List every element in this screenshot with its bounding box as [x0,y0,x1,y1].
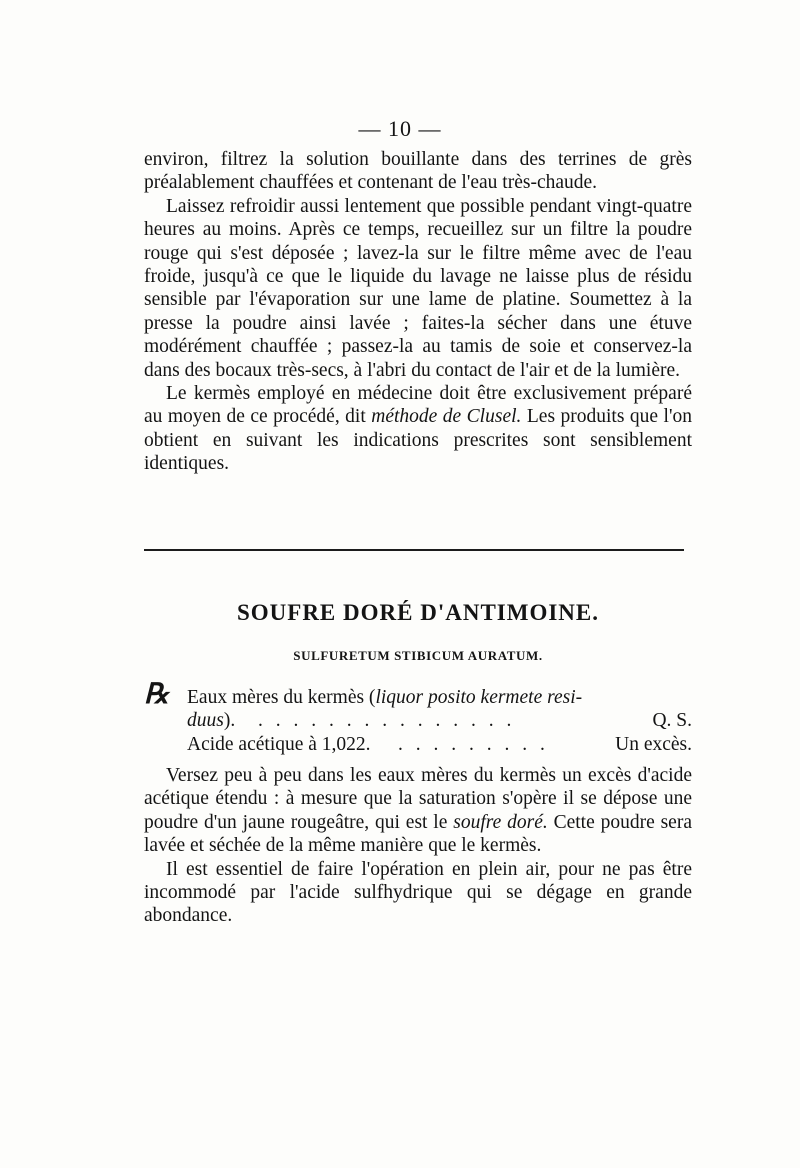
ingredient-1-name-cont [187,709,235,732]
ingredient-2-quantity: Un excès. [615,733,692,755]
recipe-symbol: ℞ [144,679,170,710]
clusel-text-after: Les produits que l'on obtient en suivant les indications prescrites sont sensiblement identiques. [144,406,692,475]
acid-text-after: Cette poudre sera lavée et séchée de la même manière que le kermès. [144,811,692,857]
clusel-text-before: Le kermès employé en médecine doit être exclusivement préparé au moyen de ce procédé, dit [144,383,692,428]
ingredient-1-close: ). [223,710,236,732]
recipe-block [144,679,692,756]
bottom-text-block [144,764,692,928]
ingredient-2-leader-dots: . . . . . . . . . [398,733,549,755]
acid-text-before: Versez peu à peu dans les eaux mères du kermès un excès d'acide acétique étendu : à mesure que la saturation s'opère il se dépose une poudre d'un jaune rougeâtre, qui est le [144,765,692,833]
ingredient-1-leader-dots: . . . . . . . . . . . . . . . [258,710,516,732]
paragraph-clusel-method [144,382,692,476]
ingredient-1-latin-a: liquor posito kermete resi- [375,687,583,708]
ingredient-1-quantity: Q. S. [652,710,692,732]
section-title: SOUFRE DORÉ D'ANTIMOINE. [236,600,599,625]
paragraph-cooling-procedure: Laissez refroidir aussi lentement que possible pendant vingt-quatre heures au moins. Après ce temps, recueillez sur un filtre la poudre rouge qui s'est déposée ; lavez-la sur le filtre même avec de l'eau froide, jusqu'à ce que le liquide du lavage ne laisse plus de résidu sensible par l'évaporation sur une lame de platine. Soumettez à la presse la poudre ainsi lavée ; faites-la sécher dans une étuve modérément chauffée ; passez-la au tamis de soie et conservez-la dans des bocaux très-secs, à l'abri du contact de l'air et de la lumière. [144,195,692,381]
ingredient-1-latin-b: duus [187,710,224,732]
recipe-row-1a [144,679,692,710]
clusel-method-name: méthode de Clusel. [371,406,522,428]
ingredient-2-name: Acide acétique à 1,022. [187,733,371,755]
recipe-row-1b [144,709,692,732]
paragraph-continuation: environ, filtrez la solution bouillante dans des terrines de grès préalablement chauffées et contenant de l'eau très-chaude. [144,149,692,194]
top-text-block [144,148,692,476]
ingredient-1-text: Eaux mères du kermès ( [187,687,376,708]
ingredient-1-name [187,686,582,709]
section-subtitle: SULFURETUM STIBICUM AURATUM. [293,648,543,663]
paragraph-acid-procedure [144,764,692,858]
soufre-dore-term: soufre doré. [453,811,548,833]
paragraph-open-air-warning: Il est essentiel de faire l'opération en plein air, pour ne pas être incommodé par l'acide sulfhydrique qui se dégage en grande abondance. [144,858,692,927]
recipe-row-2 [144,733,692,756]
section-divider [144,549,684,551]
page-number: — 10 — [358,116,442,141]
